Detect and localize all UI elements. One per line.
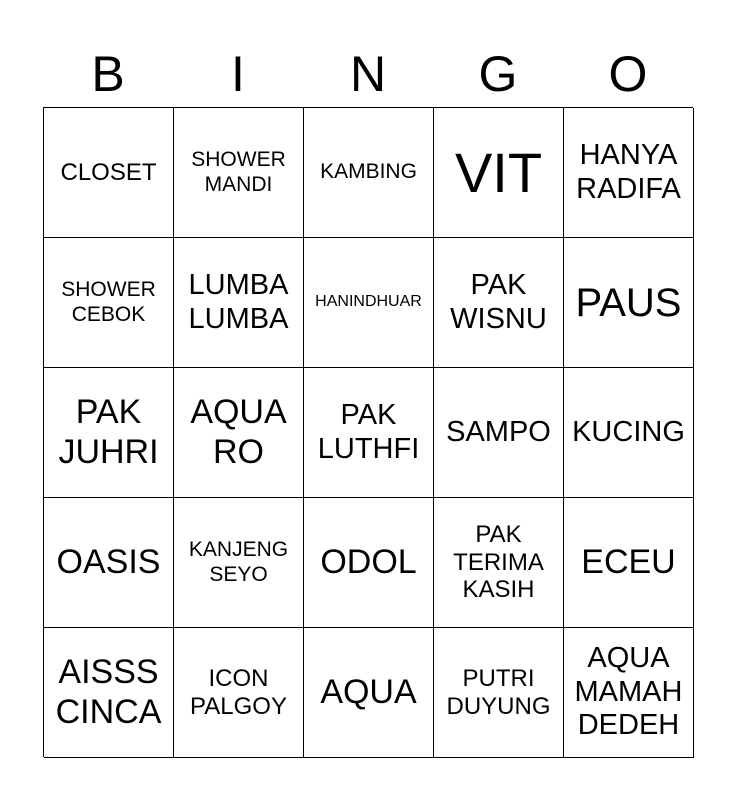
bingo-board [43, 107, 693, 757]
bingo-cell[interactable] [564, 238, 694, 368]
bingo-cell[interactable] [44, 628, 174, 758]
cell-label: SHOWER CEBOK [61, 278, 156, 326]
bingo-cell[interactable] [434, 628, 564, 758]
header-letter-i: I [231, 46, 245, 102]
bingo-cell[interactable] [44, 238, 174, 368]
cell-label: SHOWER MANDI [191, 148, 286, 196]
cell-label: VIT [454, 140, 543, 204]
header-letter-b: B [91, 46, 125, 102]
bingo-cell[interactable] [44, 108, 174, 238]
bingo-cell[interactable] [174, 498, 304, 628]
cell-label: CLOSET [60, 158, 157, 186]
bingo-cell[interactable] [564, 368, 694, 498]
cell-label: OASIS [56, 542, 161, 581]
cell-label: AISSS CINCA [55, 653, 162, 731]
cell-label: PUTRI DUYUNG [446, 664, 551, 720]
cell-label: KAMBING [320, 160, 417, 184]
cell-label: LUMBA LUMBA [188, 269, 289, 335]
cell-label: AQUA [320, 672, 417, 711]
header-letter-o: O [608, 46, 648, 102]
cell-label: ICON PALGOY [190, 664, 287, 720]
cell-label: SAMPO [446, 415, 551, 448]
bingo-cell[interactable] [304, 628, 434, 758]
cell-label: PAK WISNU [450, 269, 547, 335]
bingo-cell[interactable] [174, 238, 304, 368]
bingo-cell[interactable] [304, 498, 434, 628]
bingo-cell[interactable] [434, 238, 564, 368]
bingo-cell[interactable] [44, 368, 174, 498]
bingo-cell[interactable] [174, 108, 304, 238]
bingo-cell[interactable] [434, 108, 564, 238]
bingo-cell[interactable] [564, 498, 694, 628]
cell-label: HANYA RADIFA [576, 139, 681, 205]
bingo-cell[interactable] [564, 628, 694, 758]
bingo-cell[interactable] [304, 108, 434, 238]
cell-label: KUCING [572, 415, 685, 448]
bingo-header [43, 44, 693, 104]
cell-label: PAK JUHRI [58, 393, 159, 471]
cell-label: PAK LUTHFI [317, 399, 420, 465]
cell-label: ODOL [320, 542, 417, 581]
cell-label: AQUA RO [190, 393, 287, 471]
bingo-cell[interactable] [174, 628, 304, 758]
header-letter-g: G [478, 46, 518, 102]
cell-label: PAK TERIMA KASIH [453, 521, 544, 604]
bingo-cell[interactable] [44, 498, 174, 628]
bingo-cell[interactable] [304, 368, 434, 498]
cell-label: ECEU [581, 542, 676, 581]
cell-label: KANJENG SEYO [188, 538, 289, 586]
bingo-cell[interactable] [564, 108, 694, 238]
cell-label: AQUA MAMAH DEDEH [574, 642, 683, 742]
bingo-cell[interactable] [434, 498, 564, 628]
cell-label: PAUS [575, 280, 682, 325]
bingo-cell[interactable] [304, 238, 434, 368]
cell-label: HANINDHUAR [315, 293, 422, 311]
bingo-cell[interactable] [434, 368, 564, 498]
header-letter-n: N [349, 46, 387, 102]
bingo-cell[interactable] [174, 368, 304, 498]
